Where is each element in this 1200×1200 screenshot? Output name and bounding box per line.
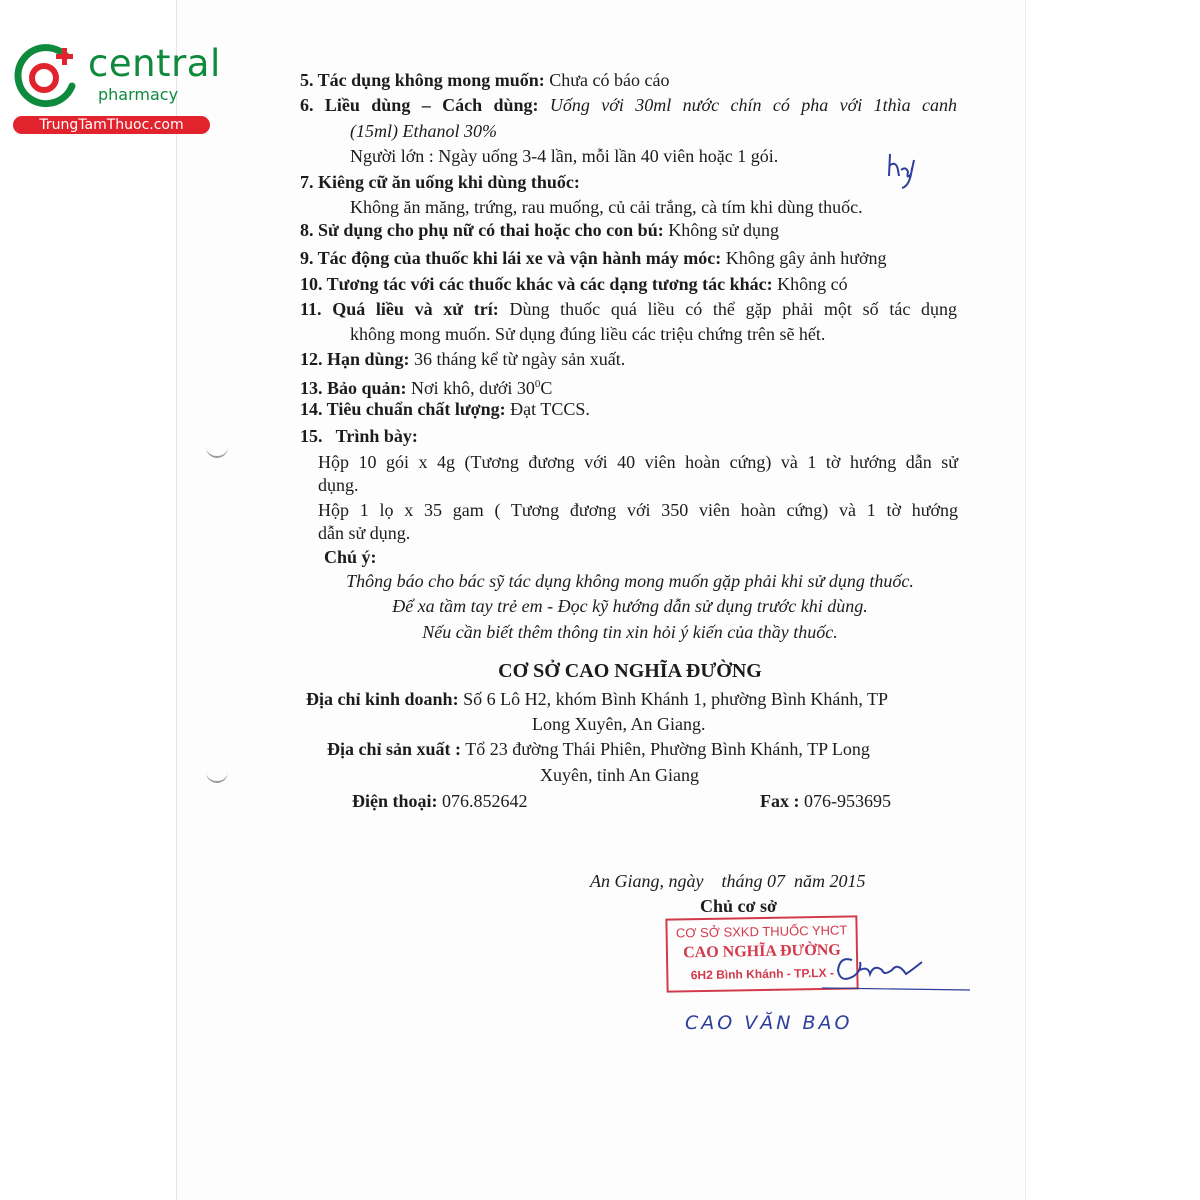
business-address-text: Số 6 Lô H2, khóm Bình Khánh 1, phường Bình Khánh, TP — [463, 689, 889, 709]
section-14-label: 14. Tiêu chuẩn chất lượng: — [300, 399, 506, 419]
section-13 — [300, 373, 552, 399]
section-15-label: 15. Trình bày: — [300, 426, 418, 446]
section-6-text: Uống với 30ml nước chín có pha với 1thìa canh — [549, 95, 957, 115]
section-8-label: 8. Sử dụng cho phụ nữ có thai hoặc cho con bú: — [300, 220, 664, 240]
section-15-pack-1: Hộp 10 gói x 4g (Tương đương với 40 viên hoàn cứng) và 1 tờ hướng dẫn sử — [318, 452, 958, 472]
pharmacy-cross-icon — [10, 38, 86, 114]
stamp-line-1: CƠ SỞ SXKD THUỐC YHCT — [675, 922, 848, 941]
section-9 — [300, 247, 887, 269]
section-15-pack-2: Hộp 1 lọ x 35 gam ( Tương đương với 350 viên hoàn cứng) và 1 tờ hướng — [318, 500, 958, 520]
section-5-label: 5. Tác dụng không mong muốn: — [300, 70, 545, 90]
phone-label: Điện thoại: — [352, 791, 438, 811]
business-address-label: Địa chỉ kinh doanh: — [306, 689, 459, 709]
signing-date: An Giang, ngày tháng 07 năm 2015 — [590, 871, 866, 891]
note-label: Chú ý: — [324, 547, 377, 567]
production-address-text-2: Xuyên, tỉnh An Giang — [540, 765, 699, 785]
fax — [760, 790, 891, 812]
section-13-text: Nơi khô, dưới 30 — [411, 378, 535, 398]
logo-brand: central — [88, 42, 221, 85]
section-13-label: 13. Bảo quản: — [300, 378, 407, 398]
fax-label: Fax : — [760, 791, 800, 811]
logo-subtitle: pharmacy — [98, 85, 179, 104]
section-9-label: 9. Tác động của thuốc khi lái xe và vận hành máy móc: — [300, 248, 722, 268]
section-6-dose: Người lớn : Ngày uống 3-4 lần, mỗi lần 40 viên hoặc 1 gói. — [350, 146, 779, 166]
signature-scribble — [822, 940, 972, 1000]
section-5-text: Chưa có báo cáo — [549, 70, 670, 90]
section-9-text: Không gây ảnh hưởng — [725, 248, 887, 268]
section-8-text: Không sử dụng — [668, 220, 779, 240]
section-11-label: 11. Quá liều và xử trí: — [300, 299, 499, 319]
section-7-label: 7. Kiêng cữ ăn uống khi dùng thuốc: — [300, 172, 580, 192]
section-8 — [300, 219, 779, 241]
company-name: CƠ SỞ CAO NGHĨA ĐƯỜNG — [498, 660, 762, 682]
logo-site-link[interactable]: TrungTamThuoc.com — [13, 116, 210, 134]
stamp-line-3: 6H2 Bình Khánh - TP.LX - — [690, 965, 835, 983]
business-address-text-2: Long Xuyên, An Giang. — [532, 714, 706, 734]
section-10-label: 10. Tương tác với các thuốc khác và các dạng tương tác khác: — [300, 274, 773, 294]
section-11-text-2: không mong muốn. Sử dụng đúng liều các triệu chứng trên sẽ hết. — [350, 324, 826, 344]
phone — [352, 790, 528, 812]
section-14-text: Đạt TCCS. — [510, 399, 590, 419]
production-address-label: Địa chỉ sản xuất : — [327, 739, 462, 759]
section-10 — [300, 273, 848, 295]
section-13-degree: 0 — [534, 378, 541, 390]
central-pharmacy-logo[interactable] — [10, 38, 221, 138]
note-line-1: Thông báo cho bác sỹ tác dụng không mong muốn gặp phải khi sử dụng thuốc. — [346, 571, 914, 591]
production-address-text: Tổ 23 đường Thái Phiên, Phường Bình Khánh, TP Long — [465, 739, 870, 759]
handwritten-initials — [884, 150, 918, 190]
production-address — [327, 738, 870, 760]
fax-number: 076-953695 — [804, 791, 891, 811]
section-7-text: Không ăn măng, trứng, rau muống, củ cải trắng, cà tím khi dùng thuốc. — [350, 197, 863, 217]
section-14 — [300, 398, 590, 420]
section-13-unit: C — [540, 378, 553, 398]
section-6 — [300, 94, 957, 116]
section-11-text: Dùng thuốc quá liều có thể gặp phải một số tác dụng — [509, 299, 957, 319]
section-10-text: Không có — [777, 274, 848, 294]
section-5 — [300, 69, 669, 91]
section-12 — [300, 348, 625, 370]
section-6-label: 6. Liều dùng – Cách dùng: — [300, 95, 539, 115]
business-address — [306, 688, 888, 710]
handwritten-signer-name: CAO VĂN BAO — [685, 1012, 853, 1034]
section-11 — [300, 298, 957, 320]
section-15-pack-1-end: dụng. — [318, 475, 359, 495]
section-12-label: 12. Hạn dùng: — [300, 349, 410, 369]
section-6-text-2: (15ml) Ethanol 30% — [350, 121, 497, 141]
section-12-text: 36 tháng kể từ ngày sản xuất. — [414, 349, 626, 369]
signer-title: Chủ cơ sở — [700, 896, 777, 916]
note-line-3: Nếu cần biết thêm thông tin xin hỏi ý kiến của thầy thuốc. — [422, 622, 838, 642]
section-15-pack-2-end: dẫn sử dụng. — [318, 523, 411, 543]
phone-number: 076.852642 — [442, 791, 528, 811]
note-line-2: Để xa tầm tay trẻ em - Đọc kỹ hướng dẫn sử dụng trước khi dùng. — [392, 596, 868, 616]
stamp-line-2: CAO NGHĨA ĐƯỜNG — [682, 941, 841, 962]
